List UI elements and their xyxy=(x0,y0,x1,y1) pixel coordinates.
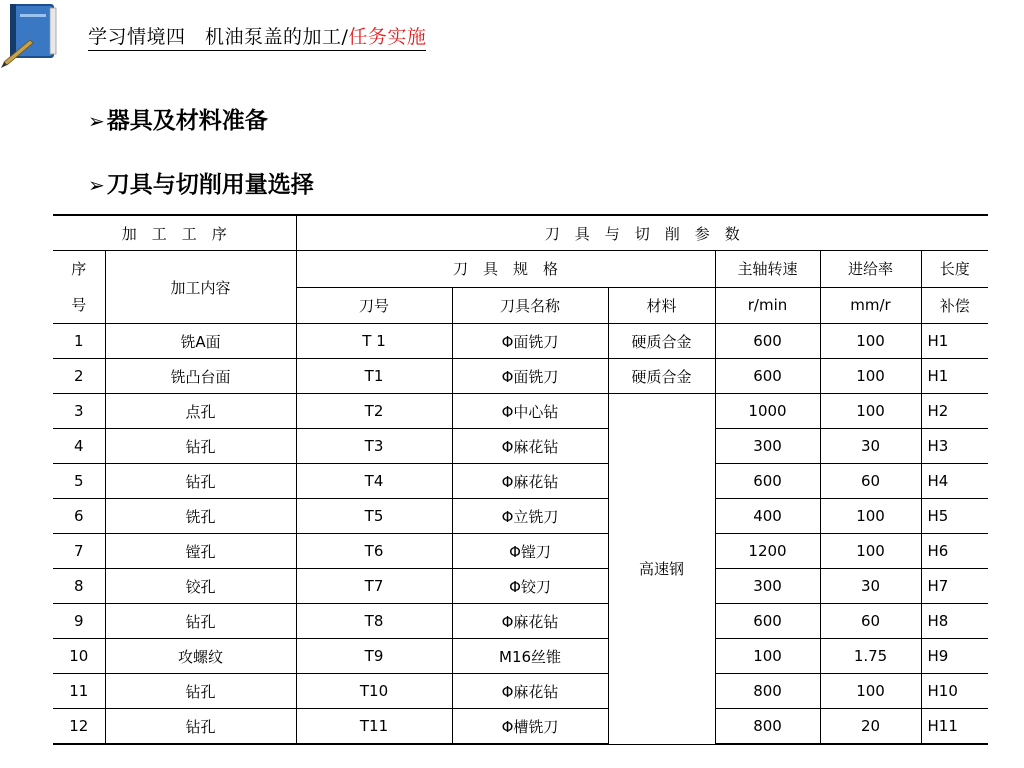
cell-content: 点孔 xyxy=(105,394,296,429)
table-row xyxy=(53,709,988,745)
cell-material: 硬质合金 xyxy=(608,359,715,394)
cell-material: 硬质合金 xyxy=(608,324,715,359)
cell-speed: 600 xyxy=(715,464,820,499)
comp-header: 长度 xyxy=(921,251,988,288)
tool-parameter-table xyxy=(53,214,988,745)
cell-content: 攻螺纹 xyxy=(105,639,296,674)
cell-tool-name: Φ麻花钻 xyxy=(452,429,608,464)
header-row-2 xyxy=(53,251,988,288)
cell-speed: 300 xyxy=(715,429,820,464)
cell-speed: 600 xyxy=(715,324,820,359)
cell-speed: 800 xyxy=(715,674,820,709)
cell-seq: 5 xyxy=(53,464,105,499)
page-title xyxy=(88,22,426,51)
table-row xyxy=(53,674,988,709)
cell-tool-no: T 1 xyxy=(296,324,452,359)
cell-tool-name: Φ面铣刀 xyxy=(452,359,608,394)
cell-content: 铣孔 xyxy=(105,499,296,534)
cell-seq: 9 xyxy=(53,604,105,639)
cell-feed: 1.75 xyxy=(820,639,921,674)
cell-speed: 600 xyxy=(715,604,820,639)
bullet-equipment xyxy=(88,102,268,135)
cell-content: 钻孔 xyxy=(105,709,296,745)
cell-comp: H3 xyxy=(921,429,988,464)
cell-speed: 600 xyxy=(715,359,820,394)
cell-content: 镗孔 xyxy=(105,534,296,569)
table-row xyxy=(53,534,988,569)
cell-feed: 100 xyxy=(820,499,921,534)
cell-content: 钻孔 xyxy=(105,464,296,499)
cell-feed: 60 xyxy=(820,604,921,639)
cell-tool-name: Φ槽铣刀 xyxy=(452,709,608,745)
material-header: 材料 xyxy=(608,287,715,324)
cell-seq: 1 xyxy=(53,324,105,359)
cell-feed: 30 xyxy=(820,429,921,464)
cell-tool-name: Φ立铣刀 xyxy=(452,499,608,534)
cell-content: 钻孔 xyxy=(105,604,296,639)
cell-speed: 300 xyxy=(715,569,820,604)
table-row xyxy=(53,359,988,394)
table-row xyxy=(53,464,988,499)
cell-seq: 2 xyxy=(53,359,105,394)
cell-tool-name: Φ镗刀 xyxy=(452,534,608,569)
cell-feed: 60 xyxy=(820,464,921,499)
table-row xyxy=(53,394,988,429)
bullet-text: 器具及材料准备 xyxy=(106,108,268,134)
bullet-text: 刀具与切削用量选择 xyxy=(106,172,314,198)
cell-feed: 100 xyxy=(820,359,921,394)
cell-speed: 400 xyxy=(715,499,820,534)
cell-comp: H1 xyxy=(921,359,988,394)
cell-tool-no: T2 xyxy=(296,394,452,429)
cell-comp: H9 xyxy=(921,639,988,674)
cell-tool-no: T5 xyxy=(296,499,452,534)
cell-speed: 100 xyxy=(715,639,820,674)
cell-seq: 11 xyxy=(53,674,105,709)
cell-comp: H5 xyxy=(921,499,988,534)
content-header: 加工内容 xyxy=(105,251,296,324)
seq-header xyxy=(53,251,105,324)
tool-name-header: 刀具名称 xyxy=(452,287,608,324)
cell-comp: H11 xyxy=(921,709,988,745)
cell-tool-name: M16丝锥 xyxy=(452,639,608,674)
feed-unit: mm/r xyxy=(820,287,921,324)
bullet-tools xyxy=(88,166,314,199)
arrow-bullet-icon: ➢ xyxy=(88,109,105,133)
cell-comp: H4 xyxy=(921,464,988,499)
cell-feed: 30 xyxy=(820,569,921,604)
cell-comp: H1 xyxy=(921,324,988,359)
cell-tool-name: Φ中心钻 xyxy=(452,394,608,429)
cell-tool-no: T11 xyxy=(296,709,452,745)
cell-seq: 10 xyxy=(53,639,105,674)
cell-tool-no: T1 xyxy=(296,359,452,394)
book-pen-icon xyxy=(0,0,66,70)
cell-tool-name: Φ铰刀 xyxy=(452,569,608,604)
cell-tool-no: T3 xyxy=(296,429,452,464)
cell-material-shared: 高速钢 xyxy=(608,394,715,745)
cell-content: 钻孔 xyxy=(105,429,296,464)
table-row xyxy=(53,569,988,604)
cell-tool-no: T4 xyxy=(296,464,452,499)
title-main: 学习情境四 机油泵盖的加工/ xyxy=(88,26,349,48)
cell-comp: H10 xyxy=(921,674,988,709)
cell-speed: 800 xyxy=(715,709,820,745)
feed-header: 进给率 xyxy=(820,251,921,288)
cell-content: 铰孔 xyxy=(105,569,296,604)
cell-seq: 3 xyxy=(53,394,105,429)
cell-content: 铣凸台面 xyxy=(105,359,296,394)
cell-tool-no: T8 xyxy=(296,604,452,639)
speed-header: 主轴转速 xyxy=(715,251,820,288)
cell-comp: H7 xyxy=(921,569,988,604)
cell-tool-name: Φ麻花钻 xyxy=(452,464,608,499)
cell-tool-no: T9 xyxy=(296,639,452,674)
cell-comp: H6 xyxy=(921,534,988,569)
cell-comp: H2 xyxy=(921,394,988,429)
cell-tool-name: Φ面铣刀 xyxy=(452,324,608,359)
title-highlight: 任务实施 xyxy=(348,26,427,48)
tool-spec-header: 刀 具 规 格 xyxy=(296,251,715,288)
cell-feed: 100 xyxy=(820,394,921,429)
group-process-header: 加 工 工 序 xyxy=(53,215,296,251)
table-row xyxy=(53,499,988,534)
cell-seq: 6 xyxy=(53,499,105,534)
cell-feed: 100 xyxy=(820,674,921,709)
table-row xyxy=(53,639,988,674)
speed-unit: r/min xyxy=(715,287,820,324)
cell-tool-no: T10 xyxy=(296,674,452,709)
cell-tool-no: T6 xyxy=(296,534,452,569)
cell-content: 铣A面 xyxy=(105,324,296,359)
tool-no-header: 刀号 xyxy=(296,287,452,324)
seq-header-label: 序号 xyxy=(71,260,87,314)
header-row-1 xyxy=(53,215,988,251)
cell-feed: 100 xyxy=(820,324,921,359)
comp-header-2: 补偿 xyxy=(921,287,988,324)
cell-speed: 1200 xyxy=(715,534,820,569)
cell-seq: 12 xyxy=(53,709,105,745)
cell-comp: H8 xyxy=(921,604,988,639)
arrow-bullet-icon: ➢ xyxy=(88,173,105,197)
cell-speed: 1000 xyxy=(715,394,820,429)
group-params-header: 刀 具 与 切 削 参 数 xyxy=(296,215,988,251)
cell-tool-no: T7 xyxy=(296,569,452,604)
cell-seq: 7 xyxy=(53,534,105,569)
cell-tool-name: Φ麻花钻 xyxy=(452,604,608,639)
table-row xyxy=(53,429,988,464)
table-row xyxy=(53,324,988,359)
cell-feed: 20 xyxy=(820,709,921,745)
cell-seq: 8 xyxy=(53,569,105,604)
cell-tool-name: Φ麻花钻 xyxy=(452,674,608,709)
cell-content: 钻孔 xyxy=(105,674,296,709)
cell-feed: 100 xyxy=(820,534,921,569)
table-row xyxy=(53,604,988,639)
cell-seq: 4 xyxy=(53,429,105,464)
